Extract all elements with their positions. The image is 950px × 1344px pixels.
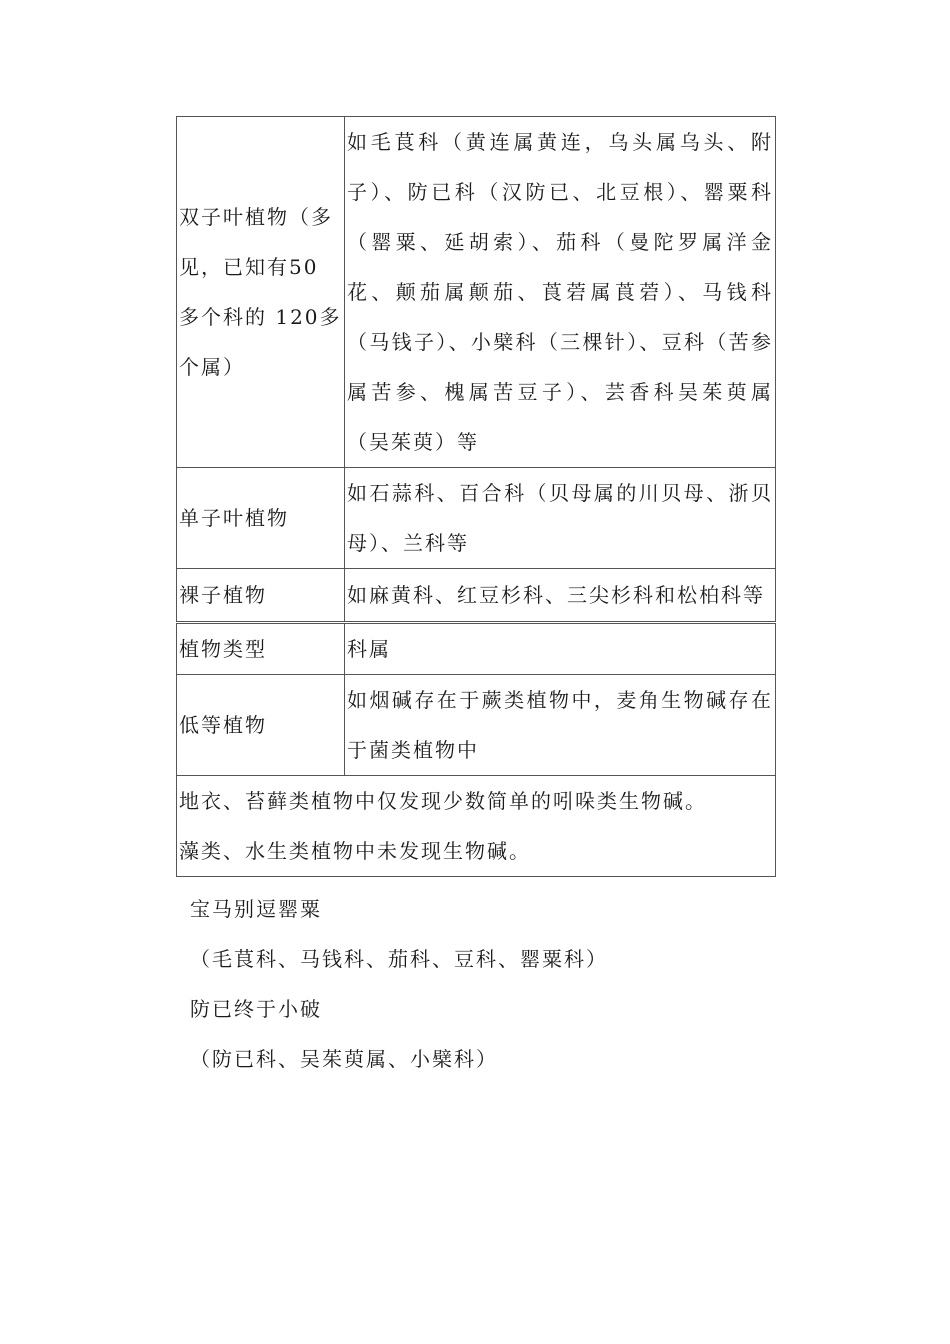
table-row-note xyxy=(177,776,776,877)
plant-type-text: 双子叶植物（多见，已知有50 多个科的 120多个属） xyxy=(179,205,342,379)
table-row-gymnosperm xyxy=(177,569,776,623)
family-cell xyxy=(345,468,776,569)
note-cell xyxy=(177,776,776,877)
family-text: 如烟碱存在于蕨类植物中，麦角生物碱存在于菌类植物中 xyxy=(347,688,773,762)
family-text: 如麻黄科、红豆杉科、三尖杉科和松柏科等 xyxy=(347,583,765,607)
mnemonic-block xyxy=(190,884,608,1084)
plant-type-cell xyxy=(177,675,345,776)
plant-type-text: 植物类型 xyxy=(179,637,267,661)
table-row-header xyxy=(177,623,776,675)
plant-type-text: 低等植物 xyxy=(179,713,267,737)
mnemonic-line: （毛茛科、马钱科、茄科、豆科、罂粟科） xyxy=(190,947,608,971)
family-text: 如石蒜科、百合科（贝母属的川贝母、浙贝母）、兰科等 xyxy=(347,481,773,555)
table-row-monocot xyxy=(177,468,776,569)
plant-type-text: 裸子植物 xyxy=(179,583,267,607)
family-cell xyxy=(345,623,776,675)
family-cell xyxy=(345,675,776,776)
family-text: 科属 xyxy=(347,637,391,661)
plant-type-cell xyxy=(177,468,345,569)
note-line: 地衣、苔藓类植物中仅发现少数简单的吲哚类生物碱。 xyxy=(179,789,707,813)
table-row-dicot xyxy=(177,117,776,468)
plant-alkaloid-table xyxy=(176,116,776,877)
table-row-lower-plants xyxy=(177,675,776,776)
plant-type-text: 单子叶植物 xyxy=(179,506,289,530)
mnemonic-line: 防已终于小破 xyxy=(190,997,322,1021)
family-text: 如毛茛科（黄连属黄连，乌头属乌头、附子）、防已科（汉防已、北豆根）、罂粟科（罂粟、延胡索）、茄科（曼陀罗属洋金花、颠茄属颠茄、莨菪属莨菪）、马钱科（马钱子）、小檗科（三棵针）、豆科（苦参属苦参、槐属苦豆子）、芸香科吴茱萸属（吴茱萸）等 xyxy=(347,130,773,454)
mnemonic-line: 宝马别逗罂粟 xyxy=(190,897,322,921)
plant-type-cell xyxy=(177,117,345,468)
family-cell xyxy=(345,569,776,623)
note-line: 藻类、水生类植物中未发现生物碱。 xyxy=(179,839,531,863)
family-cell xyxy=(345,117,776,468)
plant-type-cell xyxy=(177,623,345,675)
mnemonic-line: （防已科、吴茱萸属、小檗科） xyxy=(190,1047,498,1071)
plant-type-cell xyxy=(177,569,345,623)
